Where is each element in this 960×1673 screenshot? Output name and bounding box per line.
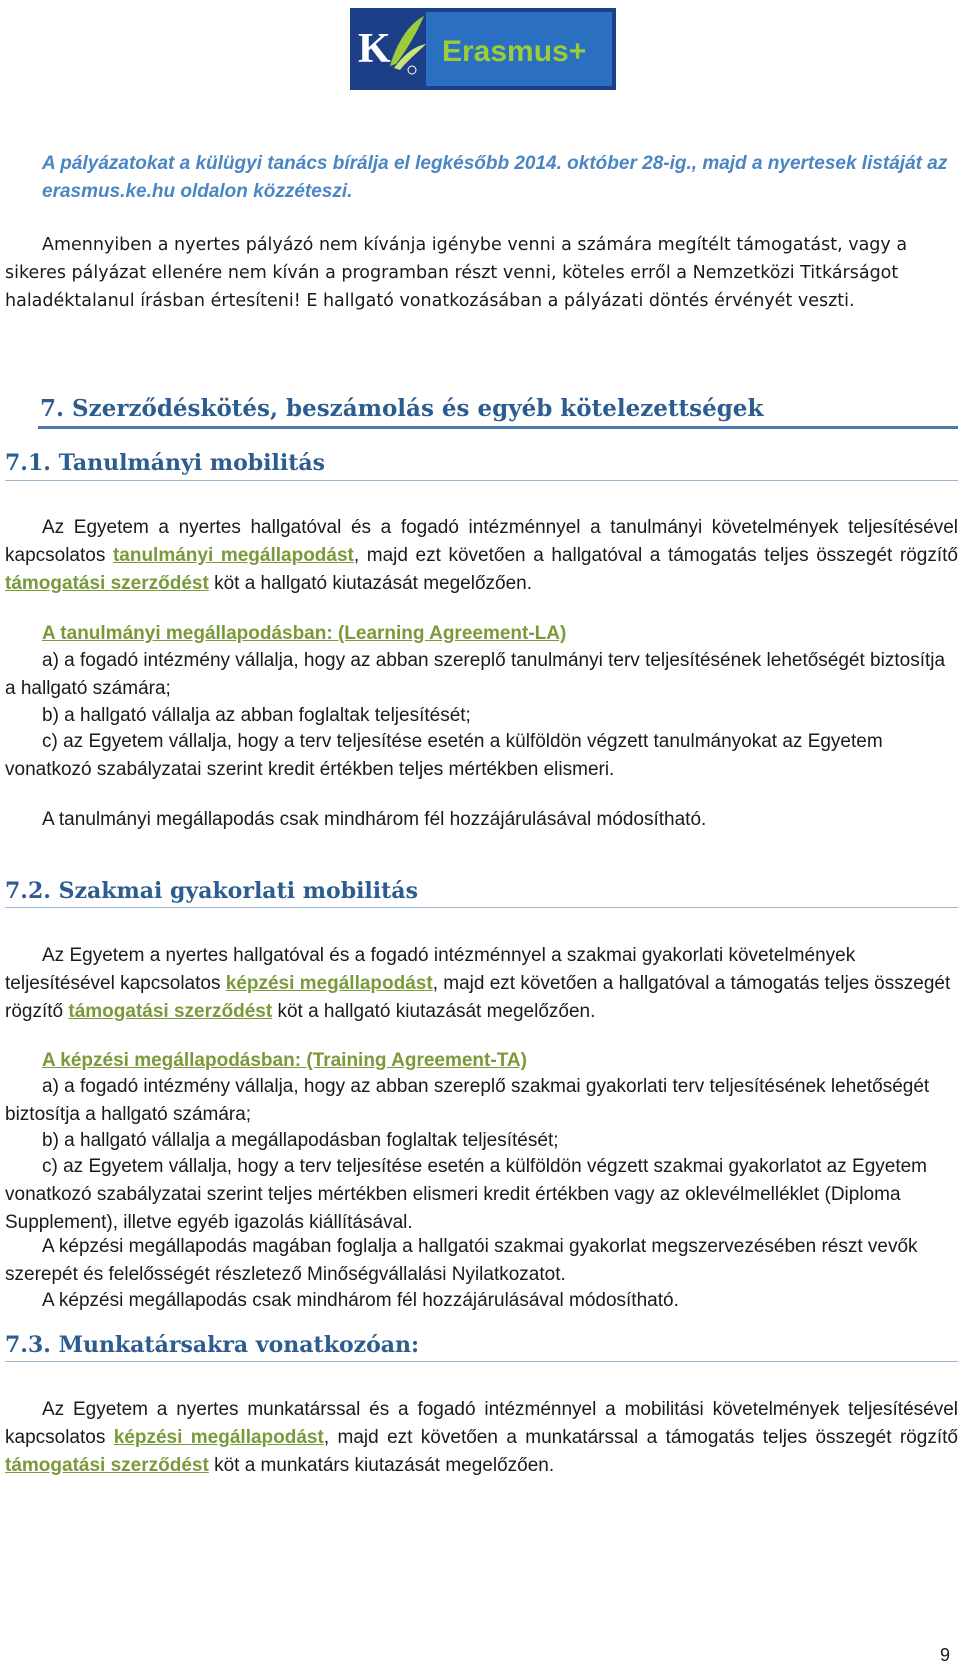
s72-text-c: köt a hallgató kiutazását megelőzően.	[272, 1001, 596, 1022]
s72-item-c: c) az Egyetem vállalja, hogy a terv teljesítése esetén a külföldön végzett szakmai gyakorlatot az Egyetem vonatkozó szabályzatai szerint teljes mértékben elismeri kredit értékben vagy az oklevélmelléklet (Diploma Supplement), illetve egyéb igazolás kiállításával.	[5, 1156, 928, 1233]
s72-keyword-agreement: képzési megállapodást	[225, 973, 433, 994]
s71-la-heading-line	[5, 620, 958, 648]
section-7-3-rule	[5, 1361, 958, 1362]
intro-paragraph: A pályázatokat a külügyi tanács bírálja el legkésőbb 2014. október 28-ig., majd a nyertesek listáját az erasmus.ke.hu oldalon közzéteszi.	[42, 153, 948, 202]
s72-ta-heading-line	[5, 1047, 958, 1075]
withdraw-paragraph	[5, 231, 958, 315]
s71-keyword-agreement: tanulmányi megállapodást	[112, 545, 354, 566]
s73-text-b: , majd ezt követően a munkatárssal a támogatás teljes összegét rögzítő	[323, 1427, 958, 1448]
s71-item-a: a) a fogadó intézmény vállalja, hogy az abban szereplő tanulmányi terv teljesítésének lehetőségét biztosítja a hallgató számára;	[5, 650, 946, 699]
s71-text-a: Az Egyetem a nyertes hallgatóval és a fogadó intézménnyel a tanulmányi követelmények teljesítésével kapcsolatos	[5, 517, 958, 566]
section-7-2-heading: 7.2. Szakmai gyakorlati mobilitás	[5, 878, 418, 904]
logo-k-letter: K	[358, 26, 391, 72]
s71-la-heading: A tanulmányi megállapodásban: (Learning Agreement-LA)	[42, 623, 567, 644]
page-number: 9	[939, 1645, 950, 1665]
section-7-rule	[38, 426, 958, 429]
withdraw-main: Amennyiben a nyertes pályázó nem kívánja igénybe venni a számára megítélt támogatást, vagy a sikeres pályázat ellenére nem kíván a programban részt venni, köteles erről a Nemzetközi Titkárságot haladéktalanul írásban értesíteni!	[5, 235, 908, 311]
s72-modify-note: A képzési megállapodás csak mindhárom fél hozzájárulásával módosítható.	[42, 1290, 679, 1311]
section-7-3-heading: 7.3. Munkatársakra vonatkozóan:	[5, 1332, 420, 1358]
s73-keyword-contract: támogatási szerződést	[5, 1455, 209, 1476]
section-7-2-rule	[5, 907, 958, 908]
s72-item-a: a) a fogadó intézmény vállalja, hogy az abban szereplő szakmai gyakorlati terv teljesítésének lehetőségét biztosítja a hallgató számára;	[5, 1076, 930, 1125]
s72-ta-heading: A képzési megállapodásban: (Training Agreement-TA)	[42, 1050, 527, 1071]
s71-keyword-contract: támogatási szerződést	[5, 573, 209, 594]
section-7-heading: 7. Szerződéskötés, beszámolás és egyéb kötelezettségek	[40, 395, 764, 422]
erasmus-logo	[350, 8, 616, 90]
s72-text-b: , majd ezt követően a hallgatóval a támogatás teljes összegét rögzítő	[5, 973, 951, 1022]
logo-erasmus-text: Erasmus+	[442, 35, 587, 68]
s72-text-a: Az Egyetem a nyertes hallgatóval és a fogadó intézménnyel a szakmai gyakorlati követelmények teljesítésével kapcsolatos	[5, 945, 856, 994]
section-7-1-heading: 7.1. Tanulmányi mobilitás	[5, 450, 325, 476]
s72-item-b: b) a hallgató vállalja a megállapodásban foglaltak teljesítését;	[42, 1130, 559, 1151]
s71-text-c: köt a hallgató kiutazását megelőzően.	[208, 573, 533, 594]
s73-keyword-agreement: képzési megállapodást	[113, 1427, 324, 1448]
s71-item-b: b) a hallgató vállalja az abban foglaltak teljesítését;	[42, 705, 471, 726]
s71-modify-note: A tanulmányi megállapodás csak mindhárom fél hozzájárulásával módosítható.	[42, 809, 707, 830]
section-7-1-rule	[5, 480, 958, 481]
s73-text-c: köt a munkatárs kiutazását megelőzően.	[208, 1455, 555, 1476]
s72-item-d: A képzési megállapodás magában foglalja a hallgatói szakmai gyakorlat megszervezésében részt vevők szerepét és felelősségét részletező Minőségvállalási Nyilatkozatot.	[5, 1236, 918, 1285]
s73-paragraph	[5, 1396, 958, 1480]
s73-text-a: Az Egyetem a nyertes munkatárssal és a fogadó intézménnyel a mobilitási követelmények teljesítésével kapcsolatos	[5, 1399, 958, 1448]
s71-item-c: c) az Egyetem vállalja, hogy a terv teljesítése esetén a külföldön végzett tanulmányokat az Egyetem vonatkozó szabályzatai szerint kredit értékben teljes mértékben elismeri.	[5, 731, 883, 780]
s72-keyword-contract: támogatási szerződést	[68, 1001, 273, 1022]
s71-text-b: , majd ezt követően a hallgatóval a támogatás teljes összegét rögzítő	[353, 545, 958, 566]
withdraw-tail: E hallgató vonatkozásában a pályázati döntés érvényét veszti.	[306, 291, 855, 311]
s72-paragraph	[5, 942, 958, 1026]
s71-paragraph	[5, 514, 958, 598]
